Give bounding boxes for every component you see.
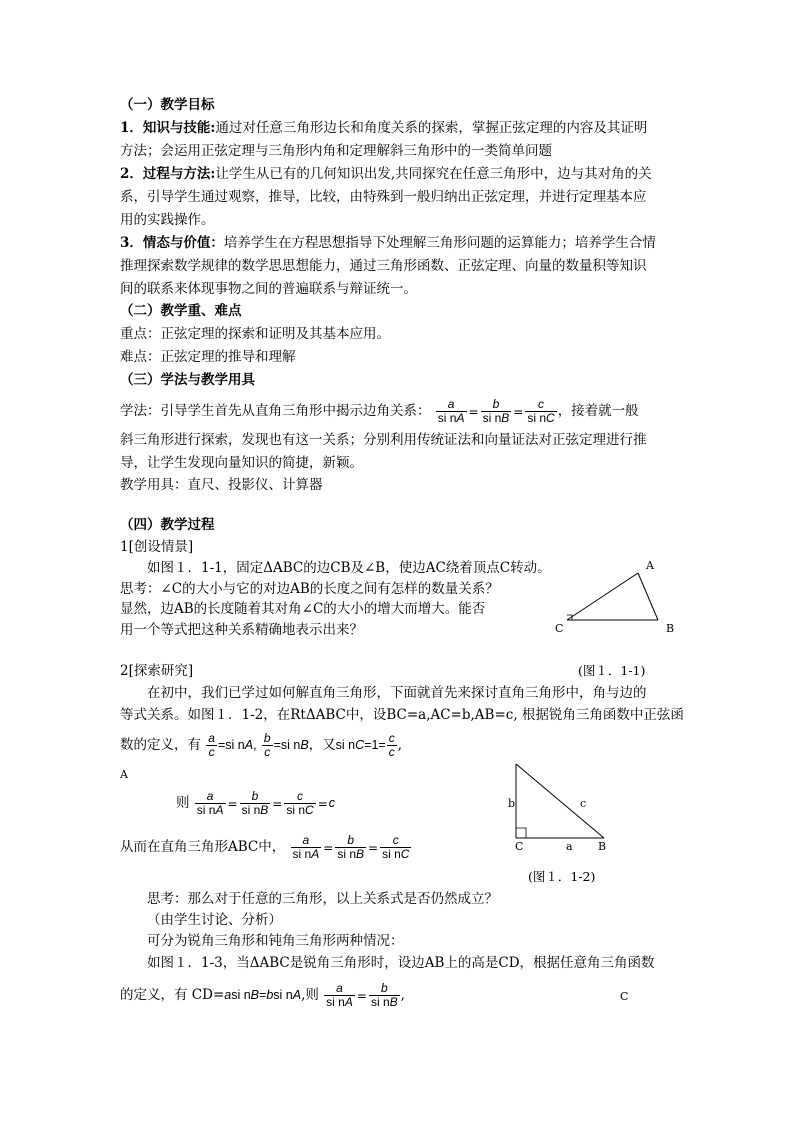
scenario-p3: 显然，边AB的长度随着其对角∠C的大小的增大而增大。能否 bbox=[120, 601, 486, 617]
scenario-p1: 如图１．1-1，固定ΔABC的边CB及∠B，使边AC绕着顶点C转动。 bbox=[147, 560, 551, 576]
goal-process: 2．过程与方法:让学生从已有的几何知识出发,共同探究在任意三角形中，边与其对角的关 bbox=[120, 166, 652, 182]
goal-knowledge: 1．知识与技能:通过对任意三角形边长和角度关系的探索，掌握正弦定理的内容及其证明 bbox=[120, 120, 648, 136]
difficult-point: 难点：正弦定理的推导和理解 bbox=[120, 349, 296, 365]
scenario-p4: 用一个等式把这种关系精确地表示出来？ bbox=[120, 622, 363, 638]
subsection-scenario: 1[创设情景] bbox=[120, 539, 194, 555]
fig2-right-angle-mark bbox=[516, 828, 526, 838]
fig1-label-b: B bbox=[666, 622, 675, 635]
explore-p7: 数的定义，有 $\frac{a}{c}$ =si nA, $\frac{b}{c}$ =si nB，又si nC=1= $\frac{c}{c}$ , bbox=[120, 731, 403, 759]
then-equation: 则 $\frac{a}{\text{si nA}}$ = $\frac{b}{\text{si nB}}$ = $\frac{c}{\text{si nC}}$ =c bbox=[176, 789, 335, 817]
goal-values: 3．情态与价值：培养学生在方程思想指导下处理解三角形问题的运算能力；培养学生合情 bbox=[120, 235, 656, 251]
method-line: 学法：引导学生首先从直角三角形中揭示边角关系： $\frac{a}{\text{si nA}}$ = $\frac{b}{\text{si nB}}$ = $\frac{c}{\text{si nC}}$ ，接着就一般 bbox=[120, 397, 639, 425]
fraction-b-sinB: $\frac{b}{\text{si nB}}$ bbox=[482, 397, 510, 425]
fig1-label-c: C bbox=[555, 622, 564, 635]
subsection-explore: 2[探索研究] bbox=[120, 663, 194, 679]
fig2-label-a: a bbox=[566, 840, 573, 853]
method-cont: 斜三角形进行探索，发现也有这一关系；分别利用传统证法和向量证法对正弦定理进行推 bbox=[120, 432, 647, 448]
section2-heading: （二）教学重、难点 bbox=[120, 303, 242, 319]
section4-heading: （四）教学过程 bbox=[120, 517, 215, 533]
section3-heading: （三）学法与教学用具 bbox=[120, 372, 255, 388]
explore-p6: 等式关系。如图１．1-2，在RtΔABC中，设BC=a,AC=b,AB=c, 根据锐角三角函数中正弦函 bbox=[120, 707, 684, 723]
fraction-c-sinC: $\frac{c}{\text{si nC}}$ bbox=[527, 397, 555, 425]
figure-1-2-caption: (图１．1-2) bbox=[528, 869, 596, 884]
fraction-a-sinA: $\frac{a}{\text{si nA}}$ bbox=[437, 397, 465, 425]
figure-1-2-right-triangle bbox=[510, 760, 610, 842]
right-triangle-equation: 从而在直角三角形ABC中， $\frac{a}{\text{si nA}}$ = $\frac{b}{\text{si nB}}$ = $\frac{c}{\text{si nC}}$ bbox=[120, 833, 410, 861]
fig2-label-vertex-c: C bbox=[515, 840, 524, 853]
fig2-side-c bbox=[516, 764, 604, 838]
fig2-label-b: b bbox=[508, 797, 516, 810]
fig1-label-a: A bbox=[646, 559, 654, 572]
stray-letter-a: A bbox=[120, 768, 128, 781]
acute-p12: 如图１．1-3，当ΔABC是锐角三角形时，设边AB上的高是CD，根据任意角三角函数 bbox=[147, 955, 655, 971]
fig2-label-c: c bbox=[580, 797, 587, 810]
cases-p11: 可分为锐角三角形和钝角三角形两种情况： bbox=[147, 933, 404, 949]
discuss-p10: （由学生讨论、分析） bbox=[147, 912, 282, 928]
goal-values-cont: 推理探索数学规律的数学思思想能力，通过三角形函数、正弦定理、向量的数量积等知识 bbox=[120, 258, 647, 274]
goal-process-cont: 系，引导学生通过观察，推导，比较，由特殊到一般归纳出正弦定理，并进行定理基本应 bbox=[120, 189, 647, 205]
explore-p5: 在初中，我们已学过如何解直角三角形，下面就首先来探讨直角三角形中，角与边的 bbox=[147, 685, 647, 701]
goal-values-cont2: 间的联系来体现事物之间的普遍联系与辩证统一。 bbox=[120, 281, 417, 297]
figure-1-1-caption: (图１．1-1) bbox=[578, 663, 646, 678]
fig1-side-ab bbox=[638, 573, 658, 620]
key-point: 重点：正弦定理的探索和证明及其基本应用。 bbox=[120, 326, 390, 342]
acute-p13: 的定义，有 CD=asi nB=bsi nA,则 $\frac{a}{\text{si nA}}$ = $\frac{b}{\text{si nB}}$ , bbox=[120, 981, 405, 1009]
figure-1-1-triangle bbox=[560, 565, 670, 625]
stray-letter-c: C bbox=[620, 990, 629, 1003]
scenario-p2: 思考：∠C的大小与它的对边AB的长度之间有怎样的数量关系？ bbox=[120, 581, 499, 597]
think-p9: 思考：那么对于任意的三角形，以上关系式是否仍然成立？ bbox=[147, 891, 498, 907]
goal-process-cont2: 用的实践操作。 bbox=[120, 212, 215, 228]
fig2-label-vertex-b: B bbox=[598, 840, 607, 853]
fig1-side-ca bbox=[567, 573, 638, 620]
goal-knowledge-cont: 方法；会运用正弦定理与三角形内角和定理解斜三角形中的一类简单问题 bbox=[120, 143, 552, 159]
method-cont2: 导，让学生发现向量知识的简捷，新颖。 bbox=[120, 455, 363, 471]
teaching-tools: 教学用具：直尺、投影仪、计算器 bbox=[120, 477, 323, 493]
section1-heading: （一）教学目标 bbox=[120, 97, 215, 113]
